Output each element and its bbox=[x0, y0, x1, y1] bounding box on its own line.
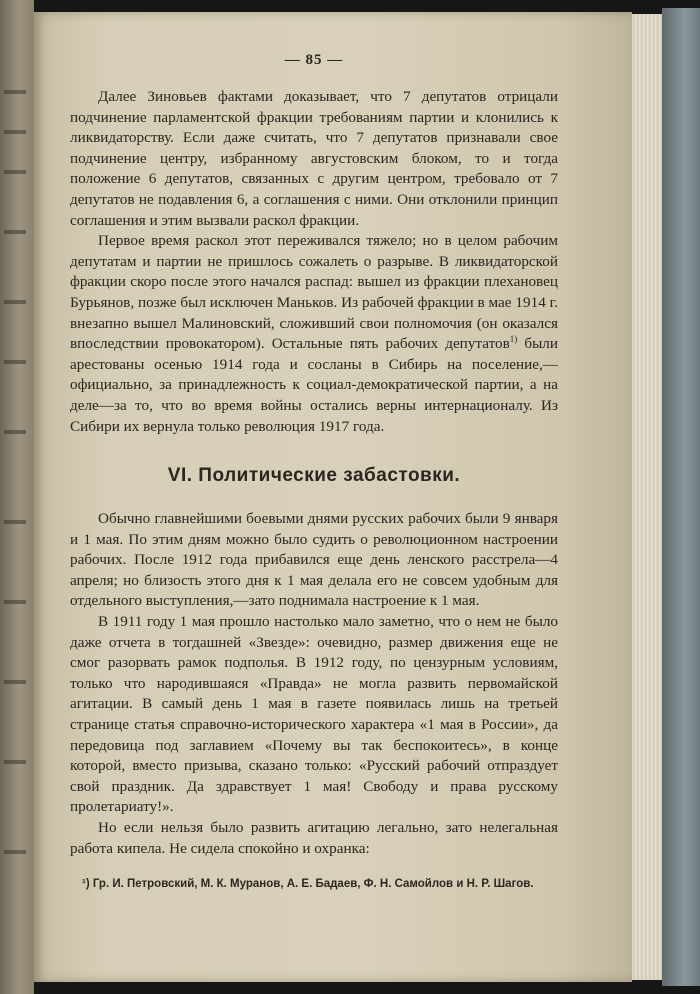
footnote: ¹) Гр. И. Петровский, М. К. Муранов, А. Е. Бадаев, Ф. Н. Самойлов и Н. Р. Шагов. bbox=[82, 878, 534, 891]
paragraph-split-part2: были арестованы осенью 1914 года и сосланы в Сибирь на поселение,—официально, за принадлежность к социал-демократической партии, а на деле—за то, что во время войны остались верны интернационалу. Из Сибири их вернула только революция 1917 года. bbox=[70, 335, 558, 435]
book-cover-edge bbox=[662, 8, 700, 986]
page-number: — 85 — bbox=[284, 52, 344, 68]
paragraph-split-part1: Первое время раскол этот переживался тяжело; но в целом рабочим депутатам и партии не пришлось сожалеть о разрыве. В ликвидаторской фракции скоро после этого начался распад: вышел из фракции плехановец Бурьянов, позже был исключен Маньков. Из рабочей фракции в мае 1914 г. внезапно вышел Малиновский, сложивший свои полномочия (он оказался впоследствии провокатором). Остальные пять рабочих депутатов bbox=[70, 232, 558, 353]
paragraph-split bbox=[70, 231, 558, 437]
section-heading: VI. Политические забастовки. bbox=[167, 465, 461, 487]
footnote-marker: 1) bbox=[509, 334, 518, 345]
paragraph-1911-1912: В 1911 году 1 мая прошло настолько мало заметно, что о нем не было даже отчета в тогдашней «Звезде»: очевидно, размер движения еще не смог разорвать рамок подполья. В 1912 году, по цензурным условиям, только что народившаяся «Правда» не могла развить первомайской агитации. В самый день 1 мая в газете появилась лишь на третьей странице статья справочно-исторического характера «1 мая в России», да передовица под заглавием «Почему вы так беспокоитесь», в конце которой, вместо призыва, сказано только: «Русский рабочий отпраздует свой праздник. Да здравствует 1 мая! Свободу и права русскому пролетариату!». bbox=[70, 613, 558, 816]
page-text bbox=[70, 52, 558, 893]
page-stack-edge bbox=[632, 14, 662, 980]
paragraph-zinoviev: Далее Зиновьев фактами доказывает, что 7 депутатов отрицали подчинение парламентской фракции требованиям партии и клонились к ликвидаторству. Если даже считать, что 7 депутатов признавали свое подчинение центру, избранному августовским блоком, то и тогда положение 6 депутатов, связанных с другим центром, требовало от 7 депутатов не подавления 6, а соглашения с ними. Они отклонили принцип соглашения и этим вызвали раскол фракции. bbox=[70, 88, 558, 229]
paragraph-battle-days: Обычно главнейшими боевыми днями русских рабочих были 9 января и 1 мая. По этим дням можно было судить о революционном настроении рабочих. После 1912 года прибавился еще день ленского расстрела—4 апреля; но близость этого дня к 1 мая делала его не совсем удобным для отдельного выступления,—зато поднимала настроение к 1 мая. bbox=[70, 510, 558, 610]
previous-page-edge bbox=[0, 0, 34, 994]
paragraph-illegal-work: Но если нельзя было развить агитацию легально, зато нелегальная работа кипела. Не сидела спокойно и охранка: bbox=[70, 819, 558, 857]
